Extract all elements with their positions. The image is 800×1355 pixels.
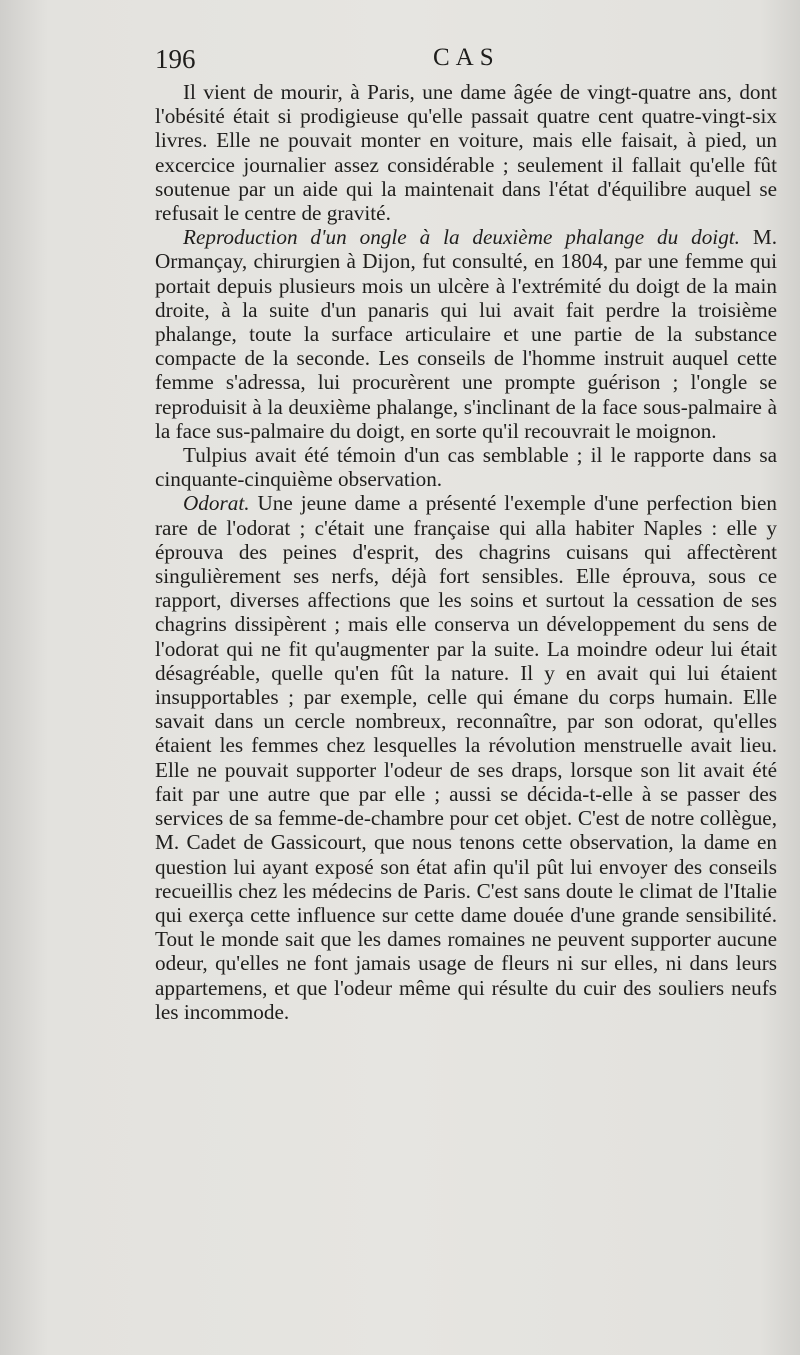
body-text — [155, 80, 777, 1024]
paragraph-text: Il vient de mourir, à Paris, une dame âgée de vingt-quatre ans, dont l'obésité était si prodigieuse qu'elle passait quatre cent quatre-vingt-six livres. Elle ne pouvait monter en voiture, mais elle faisait, à pied, un excercice journalier assez considérable ; seulement il fallait qu'elle fût soutenue par un aide qui la maintenait dans l'état d'équilibre auquel se refusait le centre de gravité. — [155, 80, 777, 226]
section-heading-odorat: Odorat. — [183, 491, 250, 516]
paragraph-text: M. Ormançay, chirurgien à Dijon, fut consulté, en 1804, par une femme qui portait depuis plusieurs mois un ulcère à l'extrémité du doigt de la main droite, à la suite d'un panaris qui lui avait fait perdre la troisième phalange, toute la surface articulaire et une partie de la substance compacte de la seconde. Les conseils de l'homme instruit auquel cette femme s'adressa, lui procurèrent une prompte guérison ; l'ongle se reproduisit à la deuxième phalange, s'inclinant de la face sous-palmaire à la face sus-palmaire du doigt, en sorte qu'il recouvrait le moignon. — [155, 225, 778, 443]
section-heading-nail: Reproduction d'un ongle à la deuxième phalange du doigt. — [183, 225, 740, 250]
page-header — [155, 44, 775, 80]
running-head: CAS — [433, 44, 500, 71]
paragraph-text: Tulpius avait été témoin d'un cas semblable ; il le rapporte dans sa cinquante-cinquième observation. — [155, 443, 777, 492]
paragraph-obesity — [155, 80, 777, 225]
page-number: 196 — [155, 44, 196, 74]
paragraph-odorat — [155, 491, 777, 1023]
paragraph-nail-reproduction — [155, 225, 777, 443]
paragraph-tulpius — [155, 443, 777, 491]
paragraph-text: Une jeune dame a présenté l'exemple d'une perfection bien rare de l'odorat ; c'était une française qui alla habiter Naples : elle y éprouva des peines d'esprit, des chagrins cuisans qui affectèrent singulièrement ses nerfs, déjà fort sensibles. Elle éprouva, sous ce rapport, diverses affections que les soins et surtout la cessation de ses chagrins dissipèrent ; mais elle conserva un développement du sens de l'odorat qui ne fit qu'augmenter par la suite. La moindre odeur lui était désagréable, quelle qu'en fût la nature. Il y en avait qui lui étaient insupportables ; par exemple, celle qui émane du corps humain. Elle savait dans un cercle nombreux, reconnaître, par son odorat, qu'elles étaient les femmes chez lesquelles la révolution menstruelle avait lieu. Elle ne pouvait supporter l'odeur de ses draps, lorsque son lit avait été fait par une autre que par elle ; aussi se décida-t-elle à se passer des services de sa femme-de-chambre pour cet objet. C'est de notre collègue, M. Cadet de Gassicourt, que nous tenons cette observation, la dame en question lui ayant exposé son état afin qu'il pût lui envoyer des conseils recueillis chez les médecins de Paris. C'est sans doute le climat de l'Italie qui exerça cette influence sur cette dame douée d'une grande sensibilité. Tout le monde sait que les dames romaines ne peuvent supporter aucune odeur, qu'elles ne font jamais usage de fleurs ni sur elles, ni dans leurs appartemens, et que l'odeur même qui résulte du cuir des souliers neufs les incommode. — [155, 491, 777, 1024]
